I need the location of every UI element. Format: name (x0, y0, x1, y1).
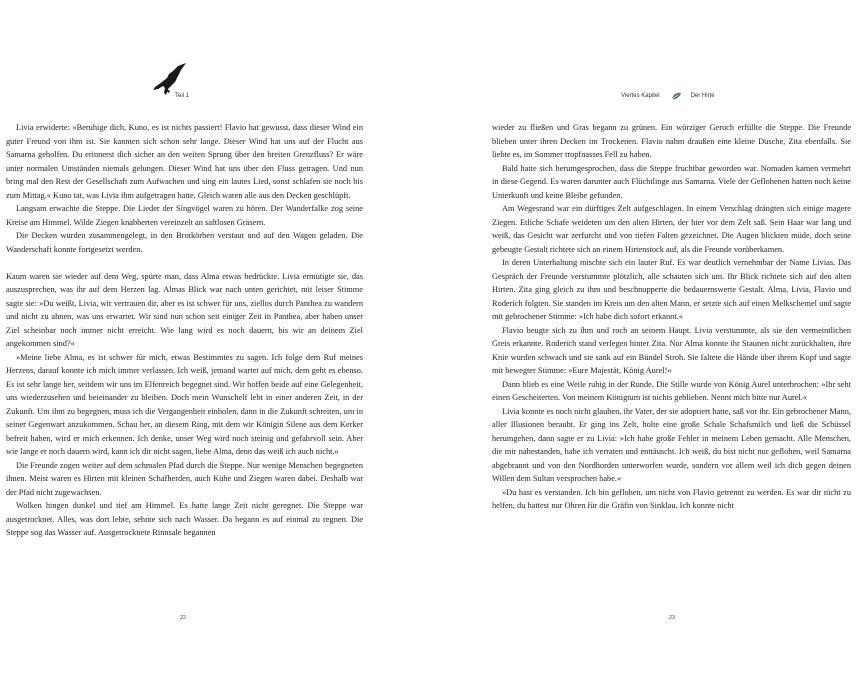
right-page-number: 23 (669, 615, 676, 621)
paragraph: In deren Unterhaltung mischte sich ein lauter Ruf. Es war deutlich vernehmbar der Name Livias. Das Gespräch der Freunde verstummte plötzlich, alle schauten sich um. Ihr Blick richtete sich auf den alten Hirten. Zita ging gleich zu ihm und beschnupperte die bedauernswerte Gestalt. Alma, Livia, Flavio und Roderich folgten. Sie standen im Kreis um den alten Mann, er setzte sich auf einen Melkschemel und sagte mit gebrochener Stimme: »Ich habe dich sofort erkannt.« (492, 258, 851, 321)
paragraph: Die Decken wurden zusammengelegt, in den Brotkörben verstaut und auf den Wagen geladen. Die Wanderschaft konnte fortgesetzt werden. (6, 231, 363, 254)
paragraph: »Du hast es verstanden. Ich bin geflohen, um nicht von Flavio getrennt zu werden. Es war dir nicht zu helfen, du hattest nur Ohren für die Gräfin von Sinklau. Ich konnte nicht (492, 487, 851, 510)
right-page (428, 0, 856, 684)
paragraph: Flavio beugte sich zu ihm und roch an seinem Haupt. Livia verstummte, als sie den vermeintlichen Greis erkannte. Roderich stand verlegen hinter Zita. Nur Alma konnte ihr Staunen nicht zurückhalten, ihre Knie wurden schwach und sie sank auf ein Bündel Stroh. Sie faltete die Hände über ihrem Kopf und sagte mit bewegter Stimme: »Eure Majestät, König Aurel!« (492, 325, 851, 375)
left-page-number: 22 (180, 615, 187, 621)
paragraph: Kaum waren sie wieder auf dem Weg, spürte man, dass Alma etwas bedrückte. Livia ermutigte sie, das auszusprechen, was ihr auf dem Herzen lag. Almas Blick war nach unten gerichtet, mit leiser Stimme sagte sie: »Du weißt, Livia, wir vertrauen dir, aber es ist schwer für uns, ziellos durch Panthea zu wandern und nicht zu ahnen, was uns erwartet. Wir sind nun schon seit einiger Zeit in Panthea, aber haben unser Ziel scheinbar noch immer nicht erreicht. Wie lang wird es noch dauern, bis wir an deinem Ziel angekommen sind?« (6, 271, 363, 348)
right-running-header (621, 92, 715, 100)
left-running-head: Teil 1 (175, 93, 190, 99)
paragraph: Livia erwiderte: »Beruhige dich, Kuno, es ist nichts passiert! Flavio hat gewusst, dass dieser Wind ein guter Freund von ihm ist. Sie kannten sich schon sehr lange. Dieser Wind hat uns auf der Flucht aus Samarna geholfen. Du erinnerst dich sicher an den weiten Sprung über den breiten Grenzfluss? Er wäre unter normalen Umständen niemals gelungen. Dieser Wind hat uns über den Fluss getragen. Und nun bring mal den Rest der Gesellschaft zum Aufwachen und sing ein lautes Lied, sonst schlafen sie noch bis zum Mittag.« Kuno tat, was Livia ihm aufgetragen hatte. Gleich waren alle aus den Decken geschlüpft. (6, 123, 363, 200)
paragraph: Livia konnte es noch nicht glauben, ihr Vater, der sie adoptiert hatte, saß vor ihr. Ein gebrochener Mann, aller Illusionen beraubt. Er ging ins Zelt, holte eine große Schale Schafsmilch und ließ die Schüssel herumgehen, dann sagte er zu Livia: »Ich habe große Fehler in meinem Leben gemacht. Alle Menschen, die mir nahestanden, habe ich verraten und enttäuscht. Ich weiß, du bist nicht nur geflohen, weil Samarna abgebrannt und von den Nordhorden unterworfen wurde, sondern vor allem weil ich dich gegen deinen Willen dem Sultan versprochen habe.« (492, 406, 851, 483)
paragraph: Bald hatte sich herumgesprochen, dass die Steppe fruchtbar geworden war. Nomaden kamen vermehrt in diese Gegend. Es waren darunter auch Flüchtlinge aus Samarna. Viele der Geflohenen hatten noch keine Unterkunft und keine Bleibe gefunden. (492, 163, 851, 200)
paragraph: Am Wegesrand war ein dürftiges Zelt aufgeschlagen. In einem Verschlag drängten sich einige magere Ziegen. Etliche Schafe weideten um den alten Hirten, der hier vor dem Zelt saß. Sein Haar war lang und weiß, das Gesicht war zerfurcht und von tiefen Falten gezeichnet. Die Augen blickten müde, doch seine gebeugte Gestalt richtete sich an einem Hirtenstock auf, als die Freunde vorüberkamen. (492, 204, 851, 254)
right-body-text (492, 121, 851, 513)
raven-icon (152, 62, 188, 96)
chapter-label: Viertes Kapitel (621, 93, 660, 99)
left-running-header (150, 62, 210, 104)
paragraph: Die Freunde zogen weiter auf dem schmalen Pfad durch die Steppe. Nur wenige Menschen begegneten ihnen. Meist waren es Hirten mit kleinen Schafherden, auch Kühe und Ziegen waren dabei. Deshalb war der Pfad nicht zugewachsen. (6, 460, 363, 497)
paragraph: wieder zu fließen und Gras begann zu grünen. Ein würziger Geruch erfüllte die Steppe. Die Freunde blieben unter ihren Decken im Trockenen. Flavio nahm draußen eine kleine Dusche, Zita ebenfalls. Sie liebte es, im Sommer tropfnasses Fell zu haben. (492, 123, 851, 159)
paragraph: Wolken hingen dunkel und tief am Himmel. Es hatte lange Zeit nicht geregnet. Die Steppe war ausgetrocknet. Alles, was dort lebte, sehnte sich nach Wasser. Da begann es auf einmal zu regnen. Die Steppe sog das Wasser auf. Ausgetrocknete Rinnsale begannen (6, 501, 363, 537)
left-body-text (6, 121, 363, 540)
paragraph: »Meine liebe Alma, es ist schwer für mich, etwas Bestimmtes zu sagen. Ich folge dem Ruf meines Herzens, darauf konnte ich mich immer verlassen. Ich weiß, jemand wartet auf mich, dem geht es ebenso. Es ist sehr lange her, seitdem wir uns im Elfenreich begegnet sind. Wir hoffen beide auf eine Gelegenheit, uns wiederzusehen und beieinander zu bleiben. Doch mein Wunschelf lebt in einer anderen Zeit, in der Zukunft. Um ihm zu begegnen, muss ich die Vergangenheit einholen, dann in die Zukunft schreiten, um in seiner Gegenwart anzukommen. Schau her, an diesem Ring, mit dem wir Königin Silene aus dem Kerker befreit haben, wird er mich erkennen. Ich denke, unser Weg wird noch steinig und gefahrvoll sein. Aber wie lange er noch dauern wird, kann ich dir nicht sagen, liebe Alma, denn das weiß ich auch nicht.« (6, 352, 363, 456)
leaf-icon (671, 92, 682, 100)
chapter-title: Der Hirte (690, 93, 715, 99)
paragraph: Dann blieb es eine Weile ruhig in der Runde. Die Stille wurde von König Aurel unterbrochen: »Ihr seht einen Gescheiterten. Von meinem Königtum ist nichts geblieben. Nennt mich bitte nur Aurel.« (492, 379, 851, 402)
paragraph: Langsam erwachte die Steppe. Die Lieder der Singvögel waren zu hören. Der Wanderfalke zog seine Kreise am Himmel. Wilde Ziegen knabberten vereinzelt an saftlosen Gräsern. (6, 204, 363, 227)
